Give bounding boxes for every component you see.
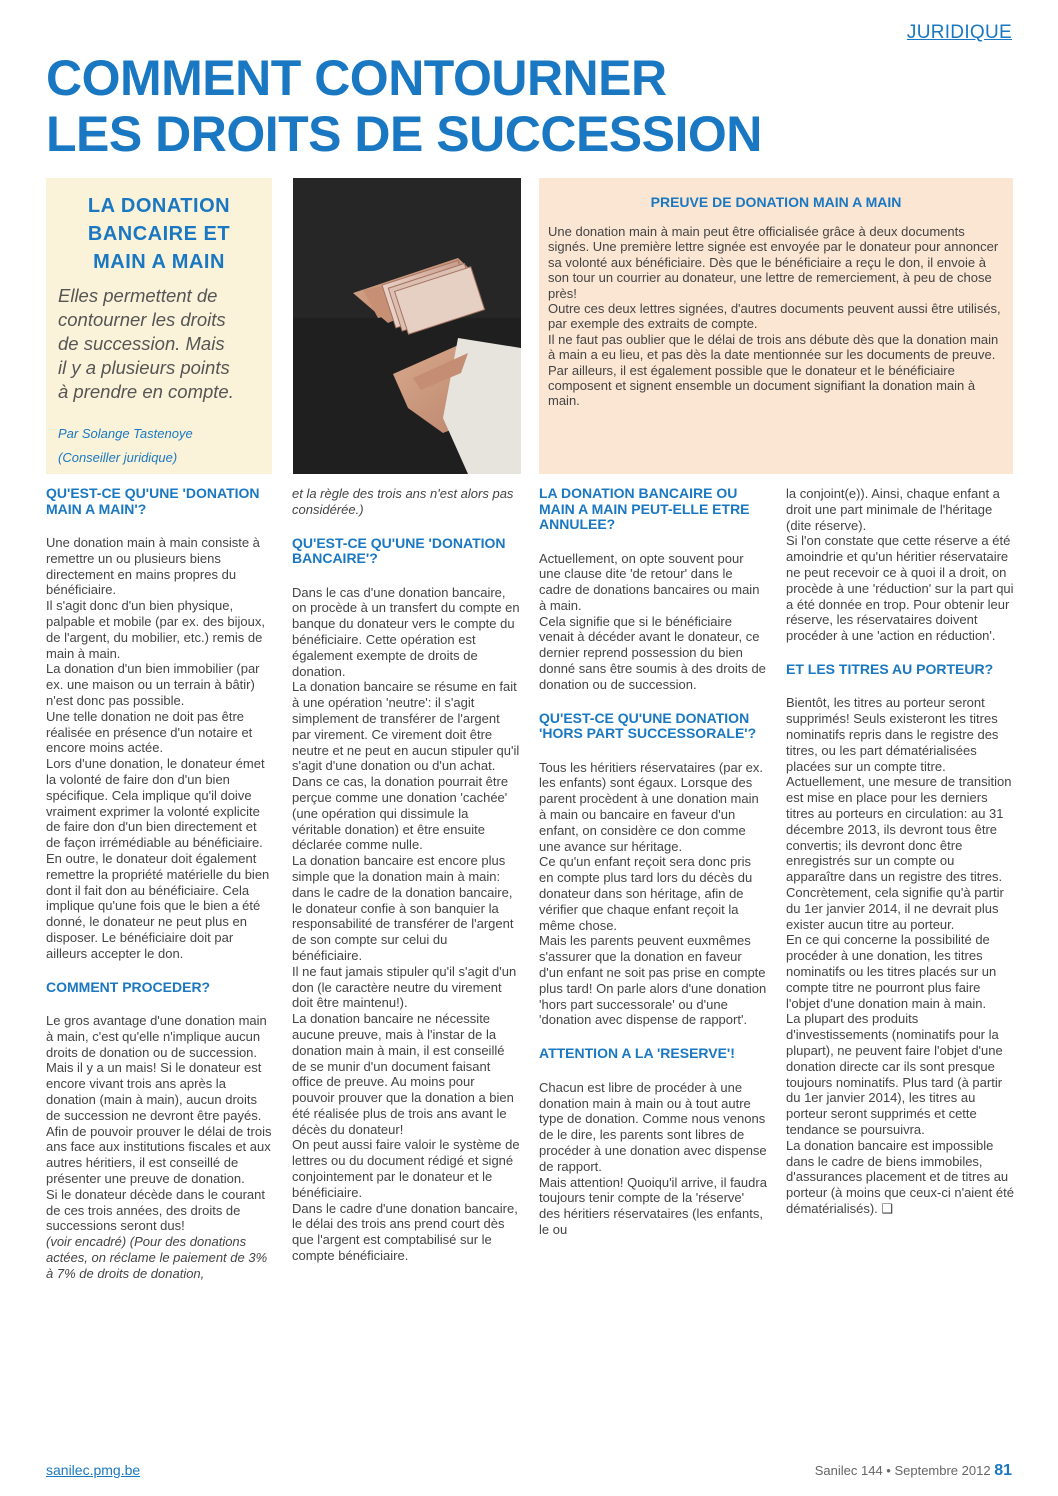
article-column-1 [46, 486, 274, 1282]
intro-heading-line: BANCAIRE ET [87, 223, 231, 245]
intro-heading [46, 192, 272, 276]
author-byline [58, 422, 268, 470]
paragraph: Si l'on constate que cette réserve a été amoindrie et qu'un héritier réservataire ne peut recevoir ce à quoi il a droit, on procède à une 'réduction' sur la part qui a été donnée en trop. Pour obtenir leur réserve, les réservataires doivent procéder à une 'action en réduction'. [786, 533, 1014, 644]
section-tag[interactable]: JURIDIQUE [906, 22, 1012, 43]
lead-line: il y a plusieurs points [58, 357, 230, 378]
paragraph: Il ne faut jamais stipuler qu'il s'agit d'un don (le caractère neutre du virement doit être maintenu!). [292, 963, 517, 1011]
photo-illustration [293, 178, 521, 474]
paragraph: Ce qu'un enfant reçoit sera donc pris en compte plus tard lors du décès du donateur dans son héritage, afin de vérifier que chaque enfant reçoit la même chose. [539, 854, 753, 933]
author-role: (Conseiller juridique) [58, 450, 178, 465]
title-line-1: COMMENT CONTOURNER [46, 50, 667, 106]
section-heading: ET LES TITRES AU PORTEUR? [786, 660, 994, 677]
paragraph: Mais les parents peuvent euxmêmes s'assurer que la donation en faveur d'un enfant ne soit pas prise en compte plus tard! On parle alors d'une donation 'hors part successorale' ou d'une 'donation avec dispense de rapport'. [539, 933, 767, 1028]
paragraph: Le gros avantage d'une donation main à main, c'est qu'elle n'implique aucun droits de donation ou de succession. Mais il y a un mais! Si le donateur est encore vivant trois ans après la donation (main à main), aucun droits de succession ne devront être payés. [46, 1013, 267, 1123]
hands-banknotes-photo [293, 178, 521, 474]
paragraph: La donation d'un bien immobilier (par ex. une maison ou un terrain à bâtir) n'est donc pas possible. [46, 661, 260, 708]
intro-heading-line: MAIN A MAIN [93, 251, 225, 273]
lead-line: à prendre en compte. [58, 381, 234, 402]
article-column-4 [786, 486, 1014, 1217]
proof-sidebar-title: PREUVE DE DONATION MAIN A MAIN [650, 194, 902, 210]
proof-sidebar-body [548, 224, 1006, 409]
title-line-2: LES DROITS DE SUCCESSION [46, 106, 762, 162]
paragraph: Tous les héritiers réservataires (par ex. les enfants) sont égaux. Lorsque des parent procèdent à une donation main à main ou bancaire en faveur d'un enfant, on considère ce don comme une avance sur héritage. [539, 759, 763, 854]
section-heading: COMMENT PROCEDER? [46, 978, 211, 995]
section-heading: QU'EST-CE QU'UNE DONATION 'HORS PART SUCCESSORALE'? [539, 709, 757, 742]
paragraph: La donation bancaire est encore plus simple que la donation main à main: dans le cadre de la donation bancaire, le donateur confie à son banquier la responsabilité de transférer de l'argent de son compte sur celui du bénéficiaire. [292, 853, 514, 963]
lead-line: de succession. Mais [58, 333, 225, 354]
paragraph: la conjoint(e)). Ainsi, chaque enfant a droit une part minimale de l'héritage (dite réserve). [786, 486, 1000, 533]
paragraph: Par ailleurs, il est également possible que le donateur et le bénéficiaire composent et signent ensemble un document signifiant la donation main à main. [548, 362, 976, 409]
paragraph: Dans le cas d'une donation bancaire, on procède à un transfert du compte en banque du donateur vers le compte du bénéficiaire. Cette opération est également exempte de droits de donation. [292, 584, 520, 679]
paragraph: Il s'agit donc d'un bien physique, palpable et mobile (par ex. des bijoux, de l'argent, du mobilier, etc.) remis de main à main. [46, 598, 265, 661]
paragraph: Actuellement, une mesure de transition est mise en place pour les derniers titres au porteurs en circulation: au 31 décembre 2013, ils devront tous être convertis; ils devront donc être enregistrés sur un compte ou apparaître dans un registre des titres. Concrètement, cela signifie qu'à partir du 1er janvier 2014, il ne devrait plus exister aucun titre au porteur. [786, 774, 1012, 932]
section-heading: QU'EST-CE QU'UNE 'DONATION BANCAIRE'? [292, 534, 506, 567]
section-heading: ATTENTION A LA 'RESERVE'! [539, 1045, 735, 1062]
paragraph: Une donation main à main consiste à remettre un ou plusieurs biens directement en mains propres du bénéficiaire. [46, 535, 260, 598]
paragraph: La plupart des produits d'investissements (nominatifs pour la plupart), ne peuvent faire l'objet d'une donation directe car ils sont presque toujours nominatifs. Plus tard (à partir du 1er janvier 2014), les titres au porteur seront supprimés et cette tendance se poursuivra. [786, 1011, 1003, 1137]
paragraph: (voir encadré) (Pour des donations actées, on réclame le paiement de 3% à 7% de droits de donation, [46, 1234, 268, 1281]
paragraph: Une donation main à main peut être officialisée grâce à deux documents signés. Une première lettre signée est envoyée par le donateur pour annoncer sa volonté aux bénéficiaire. Dès que le bénéficiaire a reçu le don, il envoie à son tour un courrier au donateur, une lettre de remerciement, à peu de chose près! [548, 224, 999, 301]
paragraph: Si le donateur décède dans le courant de ces trois années, des droits de successions seront dus! [46, 1186, 265, 1234]
paragraph: Une telle donation ne doit pas être réalisée en présence d'un notaire et encore moins actée. [46, 708, 253, 756]
paragraph: Lors d'une donation, le donateur émet la volonté de faire don d'un bien spécifique. Cela implique qu'il doive vraiment exprimer la volonté explicite de faire don d'un bien directement et de façon irrémédiable au bénéficiaire. [46, 756, 265, 851]
website-link[interactable]: sanilec.pmg.be [46, 1462, 141, 1478]
section-heading: QU'EST-CE QU'UNE 'DONATION MAIN A MAIN'? [46, 485, 260, 517]
paragraph: Il ne faut pas oublier que le délai de trois ans débute dès que la donation main à main a eu lieu, et pas dès la date mentionnée sur les documents de preuve. [548, 331, 999, 363]
paragraph: Outre ces deux lettres signées, d'autres documents peuvent aussi être utilisés, par exemple des extraits de compte. [548, 301, 1001, 332]
article-column-3 [539, 486, 767, 1238]
paragraph: En outre, le donateur doit également remettre la propriété matérielle du bien dont il fait don au bénéficiaire. Cela implique qu'une fois que le bien a été donné, le donateur ne peut plus en disposer. Le bénéficiaire doit par ailleurs accepter le don. [46, 850, 270, 961]
end-mark-icon: ❑ [881, 1200, 894, 1216]
paragraph: Mais attention! Quoiqu'il arrive, il faudra toujours tenir compte de la 'réserve' des héritiers réservataires (les enfants, le ou [539, 1174, 767, 1237]
paragraph: Cela signifie que si le bénéficiaire venait à décéder avant le donateur, ce dernier reprend possession du bien donné sans être soumis à des droits de donation ou de succession. [539, 613, 766, 692]
footer-issue [815, 1462, 1012, 1480]
lead-line: contourner les droits [58, 309, 226, 330]
section-heading: LA DONATION BANCAIRE OU MAIN A MAIN PEUT-ELLE ETRE ANNULEE? [539, 485, 750, 532]
paragraph: En ce qui concerne la possibilité de procéder à une donation, les titres nominatifs ou les titres placés sur un compte titre ne pourront plus faire l'objet d'une donation main à main. [786, 932, 997, 1011]
paragraph: Afin de pouvoir prouver le délai de trois ans face aux institutions fiscales et aux autres héritiers, il est conseillé de présenter une preuve de donation. [46, 1123, 272, 1186]
lead-line: Elles permettent de [58, 285, 218, 306]
paragraph [786, 1138, 1014, 1217]
author-name: Par Solange Tastenoye [58, 426, 193, 441]
intro-lead [58, 284, 268, 404]
paragraph: Actuellement, on opte souvent pour une clause dite 'de retour' dans le cadre de donations bancaires ou main à main. [539, 550, 760, 613]
page-title [46, 50, 946, 162]
paragraph-text: La donation bancaire est impossible dans le cadre de biens immobiles, d'assurances placement et de titres au porteur (à moins que ceux-ci n'aient été dématérialisés). [786, 1137, 1014, 1216]
paragraph: Chacun est libre de procéder à une donation main à main ou à tout autre type de donation. Comme nous venons de le dire, les parents sont libres de procéder à une donation avec dispense de rapport. [539, 1079, 767, 1174]
paragraph: On peut aussi faire valoir le système de lettres ou du document rédigé et signé conjointement par le donateur et le bénéficiaire. [292, 1137, 520, 1200]
paragraph: et la règle des trois ans n'est alors pas considérée.) [292, 486, 514, 517]
paragraph: La donation bancaire se résume en fait à une opération 'neutre': il s'agit simplement de transférer de l'argent par virement. Ce virement doit être neutre et ne peut en aucun stipuler qu'il s'agit d'une donation ou d'un achat. Dans ce cas, la donation pourrait être perçue comme une donation 'cachée' (une opération qui dissimule la véritable donation) et être ensuite déclarée comme nulle. [292, 679, 520, 853]
article-column-2 [292, 486, 520, 1264]
issue-label: Sanilec 144 • Septembre 2012 [814, 1463, 991, 1478]
paragraph: Dans le cadre d'une donation bancaire, le délai des trois ans prend court dès que l'argent est comptabilisé sur le compte bénéficiaire. [292, 1200, 518, 1264]
page-number: 81 [994, 1462, 1012, 1479]
paragraph: La donation bancaire ne nécessite aucune preuve, mais à l'instar de la donation main à main, il est conseillé de se munir d'un document faisant office de preuve. Au moins pour pouvoir prouver que la donation a bien été réalisée plus de trois ans avant le décès du donateur! [292, 1011, 514, 1137]
paragraph: Bientôt, les titres au porteur seront supprimés! Seuls existeront les titres nominatifs repris dans le registre des titres, ou les part dématérialisées placées sur un compte titre. [786, 695, 999, 774]
intro-heading-line: LA DONATION [87, 195, 231, 217]
